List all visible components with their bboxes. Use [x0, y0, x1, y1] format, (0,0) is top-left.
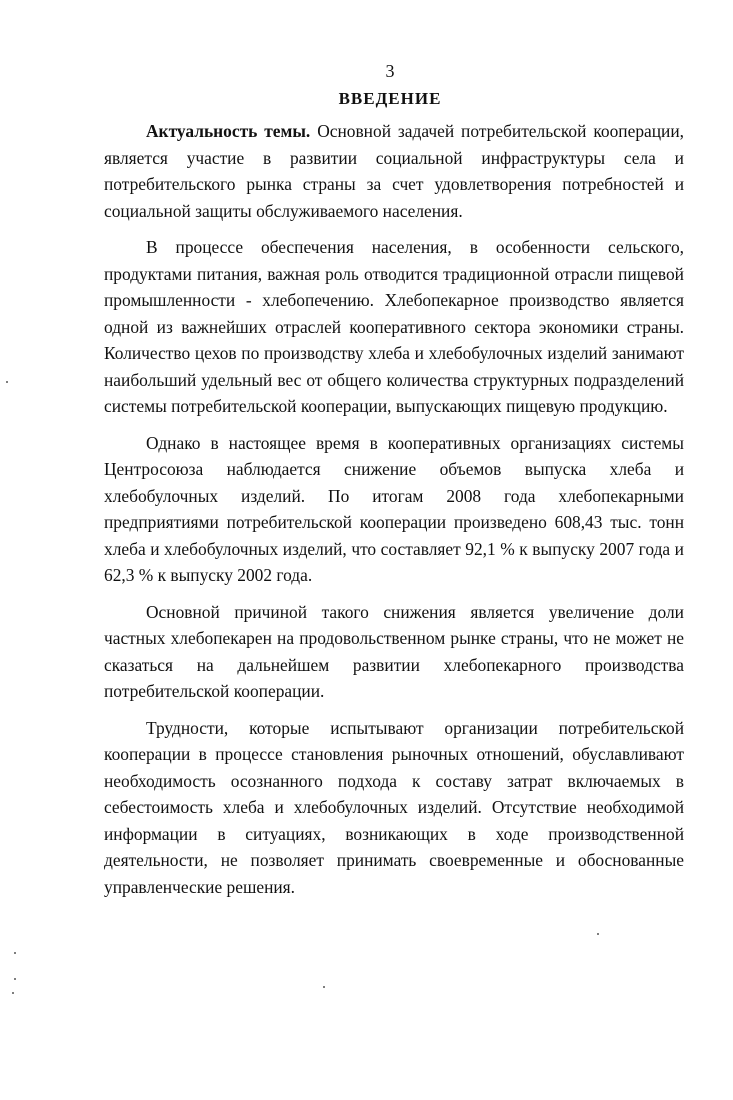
scan-speck	[14, 952, 16, 954]
paragraph-bakery-industry: В процессе обеспечения населения, в особенности сельского, продуктами питания, важная роль отводится традиционной отрасли пищевой промышленности - хлебопечению. Хлебопекарное производство является одной из важнейших отраслей кооперативного сектора экономики страны. Количество цехов по производству хлеба и хлебобулочных изделий занимают наибольший удельный вес от общего количества структурных подразделений системы потребительской кооперации, выпускающих пищевую продукцию.	[104, 237, 684, 416]
paragraph-text: Основной задачей потребительской кооперации, является участие в развитии социальной инфраструктуры села и потребительского рынка страны за счет удовлетворения потребностей и социальной защиты обслуживаемого населения.	[104, 121, 684, 221]
paragraph-lead: Актуальность темы.	[146, 121, 311, 141]
scan-speck	[14, 978, 16, 980]
page-number: 3	[385, 61, 395, 81]
paragraph-relevance	[104, 118, 684, 224]
scan-speck	[12, 992, 14, 994]
paragraph-production-decline: Однако в настоящее время в кооперативных организациях системы Центросоюза наблюдается снижение объемов выпуска хлеба и хлебобулочных изделий. По итогам 2008 года хлебопекарными предприятиями потребительской кооперации произведено 608,43 тыс. тонн хлеба и хлебобулочных изделий, что составляет 92,1 % к выпуску 2007 года и 62,3 % к выпуску 2002 года.	[104, 432, 684, 585]
paragraph-decline-reason: Основной причиной такого снижения является увеличение доли частных хлебопекарен на продовольственном рынке страны, что не может не сказаться на дальнейшем развитии хлебопекарного производства потребительской кооперации.	[104, 601, 684, 701]
scan-speck	[323, 986, 325, 988]
scan-speck	[6, 381, 8, 383]
body-text	[104, 118, 684, 910]
paragraph-difficulties: Трудности, которые испытывают организации потребительской кооперации в процессе становления рыночных отношений, обуславливают необходимость осознанного подхода к составу затрат включаемых в себестоимость хлеба и хлебобулочных изделий. Отсутствие необходимой информации в ситуациях, возникающих в ходе производственной деятельности, не позволяет принимать своевременные и обоснованные управленческие решения.	[104, 717, 684, 897]
scan-speck	[597, 933, 599, 935]
section-heading: ВВЕДЕНИЕ	[338, 89, 442, 108]
